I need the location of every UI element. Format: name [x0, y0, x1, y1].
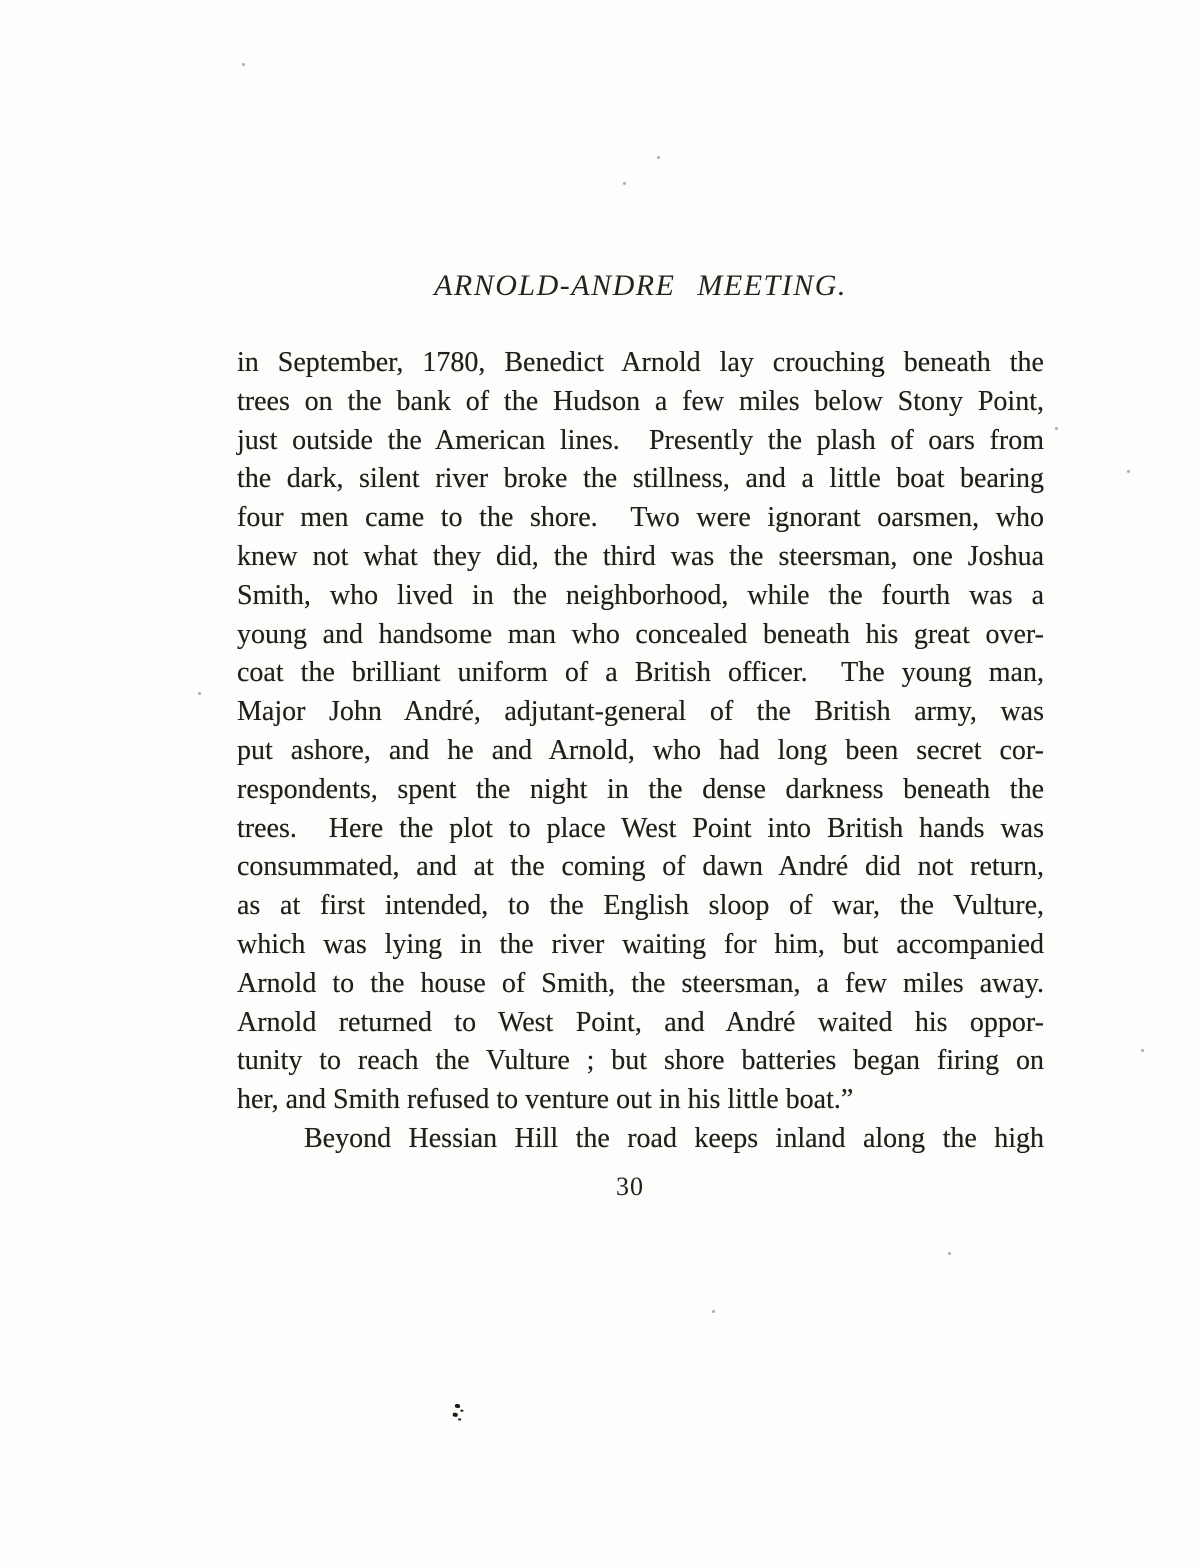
text-line: the dark, silent river broke the stillness, and a little boat bearing	[237, 463, 1044, 495]
text-line: Smith, who lived in the neighborhood, while the fourth was a	[237, 579, 1044, 611]
text-line: put ashore, and he and Arnold, who had long been secret cor-	[237, 734, 1044, 766]
text-line: tunity to reach the Vulture ; but shore batteries began firing on	[237, 1045, 1044, 1077]
text-line: in September, 1780, Benedict Arnold lay crouching beneath the	[237, 347, 1044, 378]
scan-speck	[657, 156, 660, 159]
text-line: consummated, and at the coming of dawn André did not return,	[237, 851, 1044, 883]
text-line: Arnold to the house of Smith, the steersman, a few miles away.	[237, 967, 1044, 999]
scan-speck	[1055, 427, 1058, 430]
scan-speck	[948, 1252, 951, 1255]
text-line: Arnold returned to West Point, and André waited his oppor-	[237, 1006, 1044, 1038]
text-line: which was lying in the river waiting for him, but accompanied	[237, 928, 1044, 960]
text-line: young and handsome man who concealed beneath his great over-	[237, 618, 1044, 650]
text-line: as at first intended, to the English sloop of war, the Vulture,	[237, 890, 1044, 922]
body-text	[237, 344, 1044, 1159]
text-line: respondents, spent the night in the dense darkness beneath the	[237, 773, 1044, 805]
text-line: Major John André, adjutant-general of the British army, was	[237, 696, 1044, 728]
text-line: trees. Here the plot to place West Point into British hands was	[237, 812, 1044, 844]
text-line-paragraph-start: Beyond Hessian Hill the road keeps inland along the high	[304, 1122, 1044, 1154]
text-line: coat the brilliant uniform of a British officer. The young man,	[237, 657, 1044, 689]
scan-speck	[1141, 1049, 1144, 1052]
scan-speck	[712, 1310, 715, 1313]
text-line: trees on the bank of the Hudson a few miles below Stony Point,	[237, 385, 1044, 417]
text-line: four men came to the shore. Two were ignorant oarsmen, who	[237, 502, 1044, 534]
running-head: ARNOLD-ANDRE MEETING.	[434, 269, 847, 302]
text-line-paragraph-end: her, and Smith refused to venture out in his little boat.”	[237, 1084, 854, 1116]
scan-speck	[242, 63, 245, 66]
page-number: 30	[616, 1172, 644, 1201]
ink-blot	[453, 1402, 471, 1428]
scan-speck	[1127, 470, 1130, 473]
scan-speck	[198, 692, 201, 695]
scan-speck	[623, 182, 626, 185]
text-line: knew not what they did, the third was the steersman, one Joshua	[237, 540, 1044, 572]
text-line: just outside the American lines. Presently the plash of oars from	[237, 424, 1044, 456]
